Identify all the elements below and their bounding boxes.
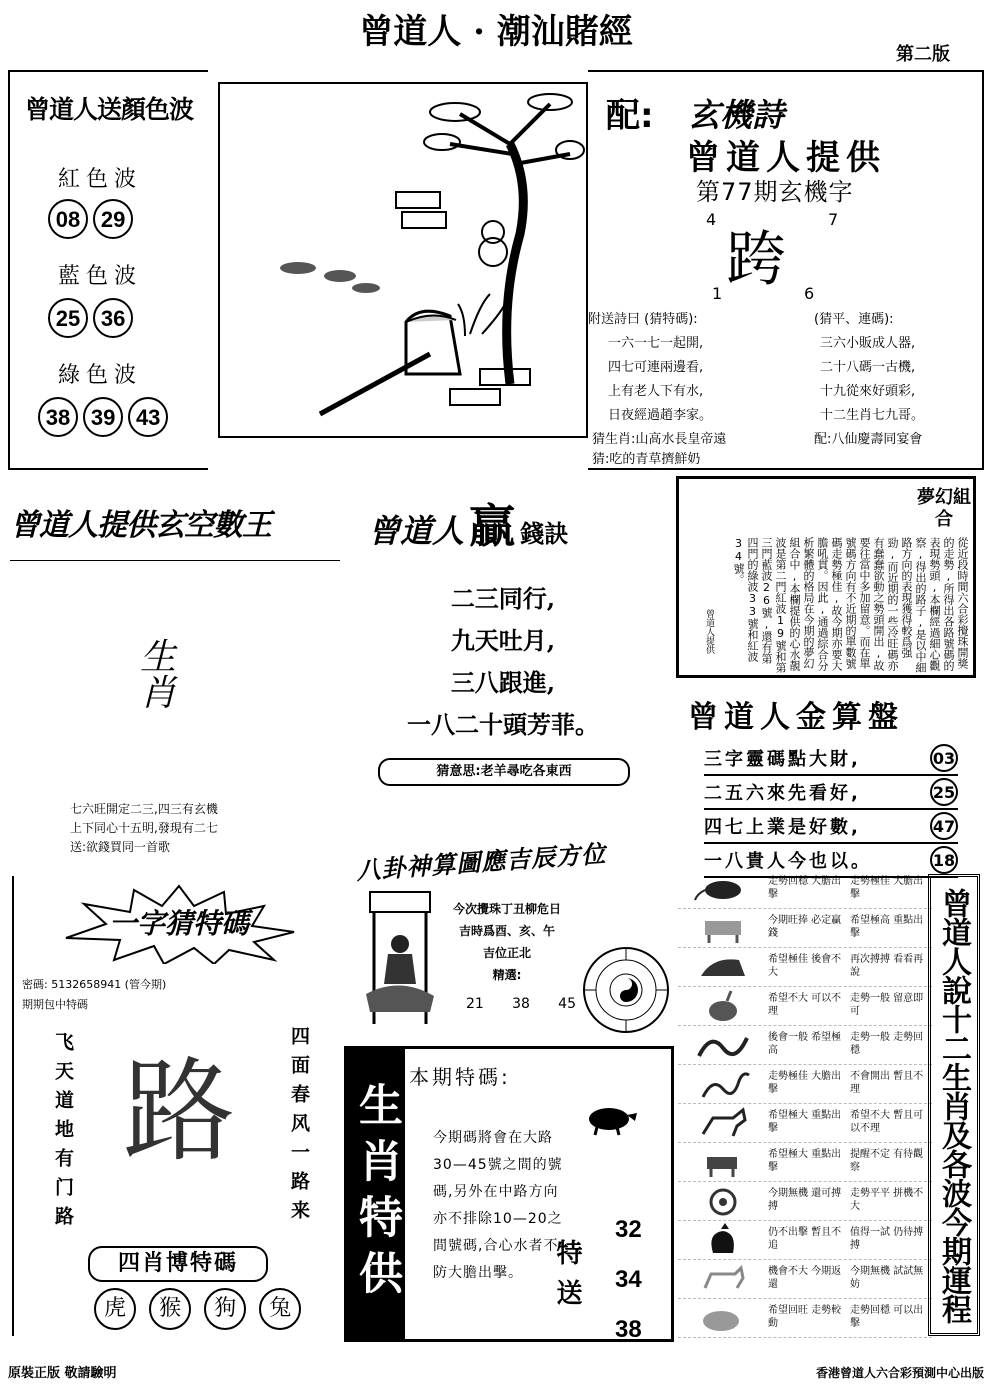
abacus-number: 18 <box>930 846 958 874</box>
edition-label: 第二版 <box>896 44 950 65</box>
fortune-text: 希望極高 重點出擊 <box>850 915 924 939</box>
win-title-c: 錢訣 <box>520 520 569 548</box>
win-title-b: 贏 <box>469 499 516 553</box>
red-wave-number: 08 <box>48 199 88 239</box>
bagua-line: 今次攪珠丁丑柳危日 <box>452 902 561 916</box>
poem-right-header: (猜平、連碼): <box>814 312 894 327</box>
bagua-pick: 45 <box>558 996 576 1012</box>
abacus-number: 47 <box>930 812 958 840</box>
win-line: 三八跟進, <box>450 668 556 697</box>
fortune-side-title: 曾道人說十二生肖及各波今期運程 <box>928 874 980 1336</box>
zodiac-special-body: 今期碼將會在大路30—45號之間的號碼,另外在中路方向亦不排除10—20之間號碼,合心水者不防大膽出擊。 <box>433 1130 563 1281</box>
fortune-row <box>678 1143 932 1182</box>
pig-icon <box>583 1103 639 1137</box>
one-char-sub: 期期包中特碼 <box>22 998 88 1011</box>
win-title-a: 曾道人 <box>368 512 465 550</box>
poem-left-header: 附送詩曰 (猜特碼): <box>588 312 698 327</box>
color-wave-title: 曾道人送顏色波 <box>24 95 193 124</box>
fortune-row <box>678 1104 932 1143</box>
warrior-illustration <box>360 884 440 1034</box>
fortune-text: 走勢一般 走勢回穩 <box>850 1032 924 1056</box>
corner-number: 4 <box>706 210 717 229</box>
abacus-text: 三字靈碼點大財, <box>704 749 861 770</box>
zodiac-tiger: 虎 <box>94 1288 136 1330</box>
blue-wave-number: 25 <box>48 298 88 338</box>
dream-combo-signature: 曾道人提供 <box>704 609 714 654</box>
zodiac-special-title: 本期特碼: <box>409 1065 511 1089</box>
fortune-row <box>678 870 932 909</box>
bagua-compass-icon <box>580 944 672 1036</box>
special-number: 34 <box>615 1266 642 1293</box>
corner-number: 7 <box>828 210 839 229</box>
divider <box>10 560 340 561</box>
zodiac-special-panel <box>344 1046 674 1342</box>
fortune-text: 提醒不定 有待觀察 <box>850 1149 924 1173</box>
fortune-rows <box>678 870 932 1338</box>
tiger-icon <box>678 948 768 986</box>
fortune-text: 希望極佳 後會不大 <box>768 954 842 978</box>
win-line: 二三同行, <box>450 584 556 613</box>
fortune-text: 走勢極佳 大膽出擊 <box>768 1071 842 1095</box>
xuanji-provider: 曾道人提供 <box>686 138 886 178</box>
pig-icon <box>678 1299 768 1337</box>
abacus-row <box>704 776 958 810</box>
xuanji-guess: 猜:吃的青草擠鮮奶 <box>592 452 701 467</box>
xuanji-issue: 第77期玄機字 <box>696 178 854 206</box>
bagua-compass <box>580 944 672 1036</box>
left-vertical-text: 飞天道地有门路 <box>52 1032 74 1235</box>
abacus-text: 四七上業是好數, <box>704 817 861 838</box>
abacus-number: 25 <box>930 778 958 806</box>
dream-combo-body: 從近段時間六合彩攪珠開獎的走勢,所得出各路號碼的表現勢頭,本欄經過細心觀察,得出的路子,是以中細路方向的表現獲得較爲强勁,而近期的一些冷旺碼亦有蠢蠢欲動之勢頭開出,故要往當中多加留意。而在單號碼方向有不近期的單數號碼走勢極佳,故今期亦要大膽吼貫。因此,通過綜合分析繁體的格局在今期的夢幻組合中,本欄提供的心水靚波是第二門紅波19號和第三門藍波26號,還有第四門的綠波33號和紅波34號。 <box>732 537 969 673</box>
fortune-row <box>678 1026 932 1065</box>
fortune-text: 走勢極佳 大膽出擊 <box>850 876 924 900</box>
fortune-text: 希望不大 暫且可以不理 <box>850 1110 924 1134</box>
right-vertical-text: 四面春风一路来 <box>288 1026 310 1229</box>
fortune-text: 再次搏搏 看看再說 <box>850 954 924 978</box>
fortune-text: 後會一般 希望極高 <box>768 1032 842 1056</box>
fortune-text: 今期無機 試試無妨 <box>850 1266 924 1290</box>
poem-line: 四七可連兩邊看, <box>608 360 704 375</box>
pei-right: 配:八仙慶壽同宴會 <box>814 432 923 447</box>
snake-icon <box>678 1065 768 1103</box>
win-money-guess: 猜意思:老羊尋吃各東西 <box>378 758 630 786</box>
pei-label: 配: <box>606 96 654 136</box>
page-title: 曾道人 · 潮汕賭經 <box>359 12 633 52</box>
dragon-icon <box>678 1026 768 1064</box>
dream-combo-panel <box>676 476 976 678</box>
zodiac-guess: 猜生肖:山高水長皇帝遠 <box>592 432 727 447</box>
bagua-pick: 38 <box>512 996 530 1012</box>
win-money-lines <box>368 578 638 746</box>
horse-icon <box>678 1104 768 1142</box>
fortune-row <box>678 1182 932 1221</box>
fortune-row <box>678 1065 932 1104</box>
rat-icon <box>678 870 768 908</box>
zodiac-rabbit: 兔 <box>259 1288 301 1330</box>
fortune-text: 希望極大 重點出擊 <box>768 1110 842 1134</box>
green-wave-number: 38 <box>38 397 78 437</box>
poem-line: 日夜經過趙李家。 <box>608 408 713 423</box>
fortune-text: 今期無機 還可搏搏 <box>768 1188 842 1212</box>
tree-illustration <box>218 82 588 438</box>
poem-line: 一六一七一起開, <box>608 336 704 351</box>
fortune-row <box>678 1299 932 1338</box>
abacus-number: 03 <box>930 744 958 772</box>
zodiac-special-numbers <box>615 1205 642 1355</box>
abacus-text: 二五六來先看好, <box>704 783 861 804</box>
four-zodiac-title: 四肖博特碼 <box>88 1246 268 1282</box>
bagua-title: 八卦神算圖應吉辰方位 <box>355 838 607 886</box>
red-wave-number: 29 <box>93 199 133 239</box>
footer-left: 原裝正版 敬請驗明 <box>8 1366 117 1381</box>
warrior-horse-icon <box>360 884 440 1034</box>
green-wave-number: 43 <box>128 397 168 437</box>
zodiac-monkey: 猴 <box>149 1288 191 1330</box>
bagua-pick: 21 <box>466 996 484 1012</box>
green-wave-number: 39 <box>83 397 123 437</box>
fortune-text: 走勢平平 拼機不大 <box>850 1188 924 1212</box>
abacus-row <box>704 810 958 844</box>
bagua-picks <box>466 996 576 1012</box>
corner-number: 6 <box>804 284 815 303</box>
xuankong-line: 七六旺開定二三,四三有玄機 <box>70 802 218 816</box>
fortune-text: 機會不大 今期返還 <box>768 1266 842 1290</box>
red-wave-label: 紅色波 <box>58 167 143 192</box>
xuankong-glyph: 生肖 <box>140 637 177 714</box>
rabbit-icon <box>678 987 768 1025</box>
xuankong-line: 上下同心十五明,發現有二七 <box>70 821 218 835</box>
one-char-phone: 密碼: 5132658941 (管今期) <box>22 978 167 991</box>
bagua-lines <box>442 898 572 986</box>
goat-icon <box>678 1143 768 1181</box>
fortune-text: 今期旺捧 必定贏錢 <box>768 915 842 939</box>
one-char-title: 一字猜特碼 <box>108 907 249 940</box>
poem-line: 十二生肖七九哥。 <box>820 408 925 423</box>
fortune-text: 希望回旺 走勢較動 <box>768 1305 842 1329</box>
xuanji-panel <box>588 70 984 470</box>
fortune-text: 希望極大 重點出擊 <box>768 1149 842 1173</box>
dream-combo-title: 夢幻組合 <box>917 487 971 530</box>
four-zodiac-list <box>90 1288 310 1330</box>
fortune-row <box>678 1260 932 1299</box>
blue-wave-label: 藍色波 <box>58 264 143 289</box>
fortune-row <box>678 948 932 987</box>
color-wave-panel <box>8 70 208 470</box>
special-number: 32 <box>615 1216 642 1243</box>
fortune-row <box>678 1221 932 1260</box>
poem-line: 三六小販成人器, <box>820 336 916 351</box>
fortune-text: 值得一試 仍待搏搏 <box>850 1227 924 1251</box>
poem-right <box>820 332 924 428</box>
poem-left <box>608 332 712 428</box>
dog-icon <box>678 1260 768 1298</box>
fortune-row <box>678 909 932 948</box>
fortune-text: 走勢回穩 可以出擊 <box>850 1305 924 1329</box>
green-wave-label: 綠色波 <box>58 363 143 388</box>
bagua-line: 吉時爲酉、亥、午 <box>458 924 555 938</box>
win-money-title <box>368 490 658 560</box>
zodiac-special-side-title: 生肖特供 <box>347 1049 405 1339</box>
fortune-text: 不會開出 暫且不理 <box>850 1071 924 1095</box>
xuanji-title: 玄機詩 <box>688 96 785 134</box>
poem-line: 二十八碼一古機, <box>820 360 916 375</box>
monkey-icon <box>678 1182 768 1220</box>
fortune-panel <box>678 870 984 1360</box>
bagua-picks-label: 精選: <box>492 968 522 982</box>
gold-abacus-rows <box>704 742 958 878</box>
xuankong-lines <box>70 800 350 857</box>
ox-icon <box>678 909 768 947</box>
blue-wave-number: 36 <box>93 298 133 338</box>
win-line: 一八二十頭芳菲。 <box>407 710 599 739</box>
bagua-line: 吉位正北 <box>482 946 531 960</box>
one-char-glyph: 路 <box>123 1047 235 1177</box>
gold-abacus-title: 曾道人金算盤 <box>688 700 904 735</box>
fortune-text: 走勢回穩 大膽出擊 <box>768 876 842 900</box>
tree-gourd-icon <box>220 84 586 436</box>
fortune-row <box>678 987 932 1026</box>
fortune-text: 走勢一般 留意即可 <box>850 993 924 1017</box>
xuankong-line: 送:欲錢買同一首歌 <box>70 840 171 854</box>
poem-line: 上有老人下有水, <box>608 384 704 399</box>
xuanji-char: 跨 <box>726 225 786 295</box>
abacus-text: 一八貴人今也以。 <box>704 851 872 872</box>
poem-line: 十九從來好頭彩, <box>820 384 916 399</box>
special-number: 38 <box>615 1316 642 1343</box>
zodiac-special-send: 特送 <box>552 1239 582 1319</box>
zodiac-dog: 狗 <box>204 1288 246 1330</box>
footer-right: 香港曾道人六合彩預測中心出版 <box>815 1366 984 1380</box>
fortune-text: 希望不大 可以不理 <box>768 993 842 1017</box>
abacus-row <box>704 742 958 776</box>
win-line: 九天吐月, <box>450 626 556 655</box>
fortune-text: 仍不出擊 暫且不追 <box>768 1227 842 1251</box>
rooster-icon <box>678 1221 768 1259</box>
one-char-panel <box>12 876 342 1336</box>
xuankong-title: 曾道人提供玄空數王 <box>10 508 271 543</box>
corner-number: 1 <box>712 284 723 303</box>
